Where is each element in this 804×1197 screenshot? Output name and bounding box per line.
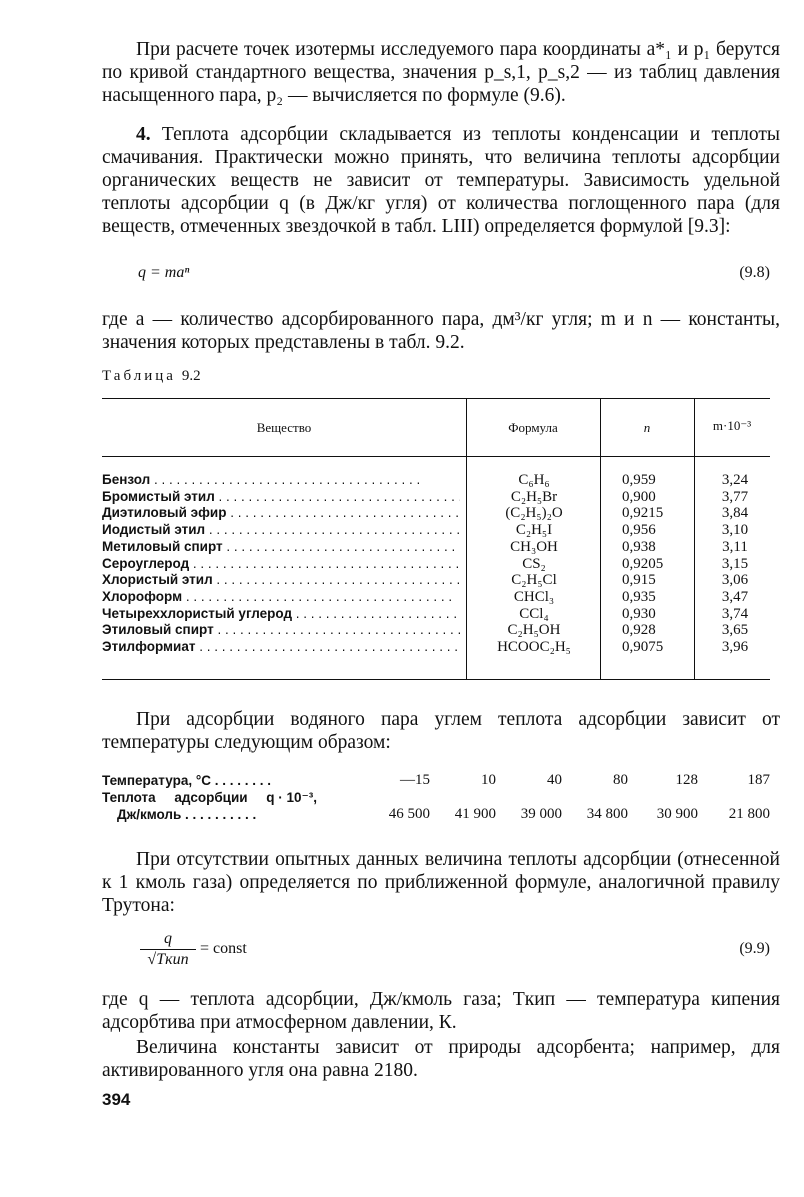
substance-formula: C₂H₅OH bbox=[507, 622, 561, 639]
header-substance: Вещество bbox=[256, 420, 312, 435]
substance-formula: C₂H₅I bbox=[515, 522, 553, 539]
table-row bbox=[102, 522, 770, 538]
temp-value: 80 bbox=[613, 772, 628, 788]
heat-value: 21 800 bbox=[728, 806, 770, 822]
n-value: 0,928 bbox=[622, 622, 656, 639]
substance-formula: C₆H₆ bbox=[518, 472, 550, 488]
paragraph-5: При отсутствии опытных данных величина теплоты адсорбции (отнесенной к 1 кмоль газа) определяется по приближенной формуле, аналогичной правилу Трутона: bbox=[102, 849, 780, 916]
n-value: 0,900 bbox=[622, 488, 656, 505]
m-value: 3,11 bbox=[722, 538, 748, 555]
substance-formula: (C₂H₅)₂O bbox=[505, 505, 563, 522]
header-m: m·10⁻³ bbox=[712, 418, 752, 433]
substance-name: Метиловый спирт . . . bbox=[102, 539, 460, 555]
table-row bbox=[102, 639, 770, 655]
substance-formula: CS₂ bbox=[522, 555, 546, 572]
paragraph-3: где a — количество адсорбированного пара, дм³/кг угля; m и n — константы, значения которых представлены в табл. 9.2. bbox=[102, 309, 780, 353]
item-number: 4. bbox=[136, 124, 151, 145]
table-row bbox=[102, 489, 770, 505]
paragraph-4: При адсорбции водяного пара углем теплота адсорбции зависит от температуры следующим образом: bbox=[102, 709, 780, 753]
substance-formula: C₂H₅Cl bbox=[511, 572, 557, 589]
temp-value: 128 bbox=[675, 772, 698, 788]
table-caption-number: 9.2 bbox=[181, 368, 201, 384]
n-value: 0,915 bbox=[622, 572, 656, 589]
formula-9-9 bbox=[102, 930, 780, 978]
n-value: 0,935 bbox=[622, 588, 656, 605]
m-value: 3,96 bbox=[721, 639, 749, 655]
heat-value: 46 500 bbox=[388, 806, 430, 822]
formula-9-9-number: (9.9) bbox=[739, 940, 770, 957]
m-value: 3,06 bbox=[721, 572, 749, 589]
paragraph-6: где q — теплота адсорбции, Дж/кмоль газа; Tкип — температура кипения адсорбтива при атмосферном давлении, К. bbox=[102, 989, 780, 1033]
heat-value: 41 900 bbox=[454, 806, 496, 822]
n-value: 0,959 bbox=[622, 472, 656, 488]
heat-value: 30 900 bbox=[656, 806, 698, 822]
formula-9-8-expression: q = maⁿ bbox=[138, 264, 190, 281]
substance-name: Этиловый спирт . . . bbox=[102, 622, 460, 638]
formula-9-9-denominator: √Tкип bbox=[147, 951, 189, 968]
substance-name: Хлороформ . . . bbox=[102, 589, 460, 605]
table-row bbox=[102, 556, 770, 572]
n-value: 0,930 bbox=[622, 605, 656, 622]
substance-name: Бензол . . . bbox=[102, 472, 460, 488]
paragraph-2-text: Теплота адсорбции складывается из теплоты конденсации и теплоты смачивания. Практически можно принять, что величина теплоты адсорбции органических веществ не зависит от температуры. Зависимость удельной теплоты адсорбции q (в Дж/кг угля) от количества поглощенного пара (для веществ, отмеченных звездочкой в табл. LIII) определяется формулой [9.3]: bbox=[102, 124, 780, 237]
substance-formula: CHCl₃ bbox=[513, 588, 555, 605]
page-number: 394 bbox=[102, 1090, 131, 1109]
substance-formula: HCOOC₂H₅ bbox=[497, 639, 571, 655]
table-row bbox=[102, 589, 770, 605]
m-value: 3,84 bbox=[721, 505, 749, 522]
substance-formula: CCl₄ bbox=[519, 605, 549, 622]
m-value: 3,24 bbox=[721, 472, 749, 488]
table-row bbox=[102, 539, 770, 555]
heat-label-line-2: Дж/кмоль . . . . . . . . . . bbox=[102, 807, 257, 822]
formula-9-9-numerator: q bbox=[140, 930, 196, 950]
heat-value: 39 000 bbox=[520, 806, 562, 822]
header-formula: Формула bbox=[508, 420, 558, 435]
table-row bbox=[102, 606, 770, 622]
substance-name: Четыреххлористый углерод . . . bbox=[102, 606, 460, 622]
substance-name: Сероуглерод . . . bbox=[102, 556, 460, 572]
substance-name: Бромистый этил . . . bbox=[102, 489, 460, 505]
table-caption bbox=[102, 368, 201, 385]
m-value: 3,10 bbox=[721, 522, 749, 539]
n-value: 0,938 bbox=[622, 538, 656, 555]
table-row bbox=[102, 572, 770, 588]
table-header-rule bbox=[102, 456, 770, 457]
table-caption-word: Таблица bbox=[102, 368, 176, 384]
formula-9-8-number: (9.8) bbox=[739, 264, 770, 281]
n-value: 0,9075 bbox=[622, 639, 664, 655]
substance-name: Хлористый этил . . . bbox=[102, 572, 460, 588]
n-value: 0,9205 bbox=[622, 555, 664, 572]
m-value: 3,77 bbox=[721, 488, 749, 505]
substance-name: Этилформиат . . . bbox=[102, 639, 460, 655]
paragraph-2 bbox=[102, 123, 780, 238]
temp-value: 40 bbox=[547, 772, 562, 788]
heat-label-line-1: Теплота адсорбции q · 10⁻³, bbox=[102, 790, 317, 805]
temp-value: 187 bbox=[747, 772, 770, 788]
table-row bbox=[102, 472, 770, 488]
substance-name: Иодистый этил . . . bbox=[102, 522, 460, 538]
n-value: 0,956 bbox=[622, 522, 656, 539]
temp-value: —15 bbox=[400, 772, 430, 788]
m-value: 3,15 bbox=[721, 555, 749, 572]
formula-9-9-fraction bbox=[140, 930, 196, 969]
table-row bbox=[102, 622, 770, 638]
table-row bbox=[102, 505, 770, 521]
temp-value: 10 bbox=[481, 772, 496, 788]
heat-value: 34 800 bbox=[586, 806, 628, 822]
paragraph-1: При расчете точек изотермы исследуемого пара координаты a*₁ и p₁ берутся по кривой стандартного вещества, значения p_s,1, p_s,2 — из таблиц давления насыщенного пара, p₂ — вычисляется по формуле (9.6). bbox=[102, 39, 780, 106]
m-value: 3,74 bbox=[721, 605, 749, 622]
substance-formula: C₂H₅Br bbox=[510, 488, 558, 505]
table-bottom-rule bbox=[102, 679, 770, 680]
m-value: 3,65 bbox=[721, 622, 749, 639]
substance-formula: CH₃OH bbox=[510, 538, 558, 555]
paragraph-7: Величина константы зависит от природы адсорбента; например, для активированного угля она равна 2180. bbox=[102, 1037, 780, 1081]
header-n: n bbox=[643, 420, 651, 435]
substance-name: Диэтиловый эфир . . . bbox=[102, 505, 460, 521]
formula-9-9-rhs: = const bbox=[200, 940, 247, 957]
n-value: 0,9215 bbox=[622, 505, 664, 522]
table-top-rule bbox=[102, 398, 770, 399]
m-value: 3,47 bbox=[721, 588, 749, 605]
temperature-label: Температура, °C . . . . . . . . bbox=[102, 773, 272, 788]
